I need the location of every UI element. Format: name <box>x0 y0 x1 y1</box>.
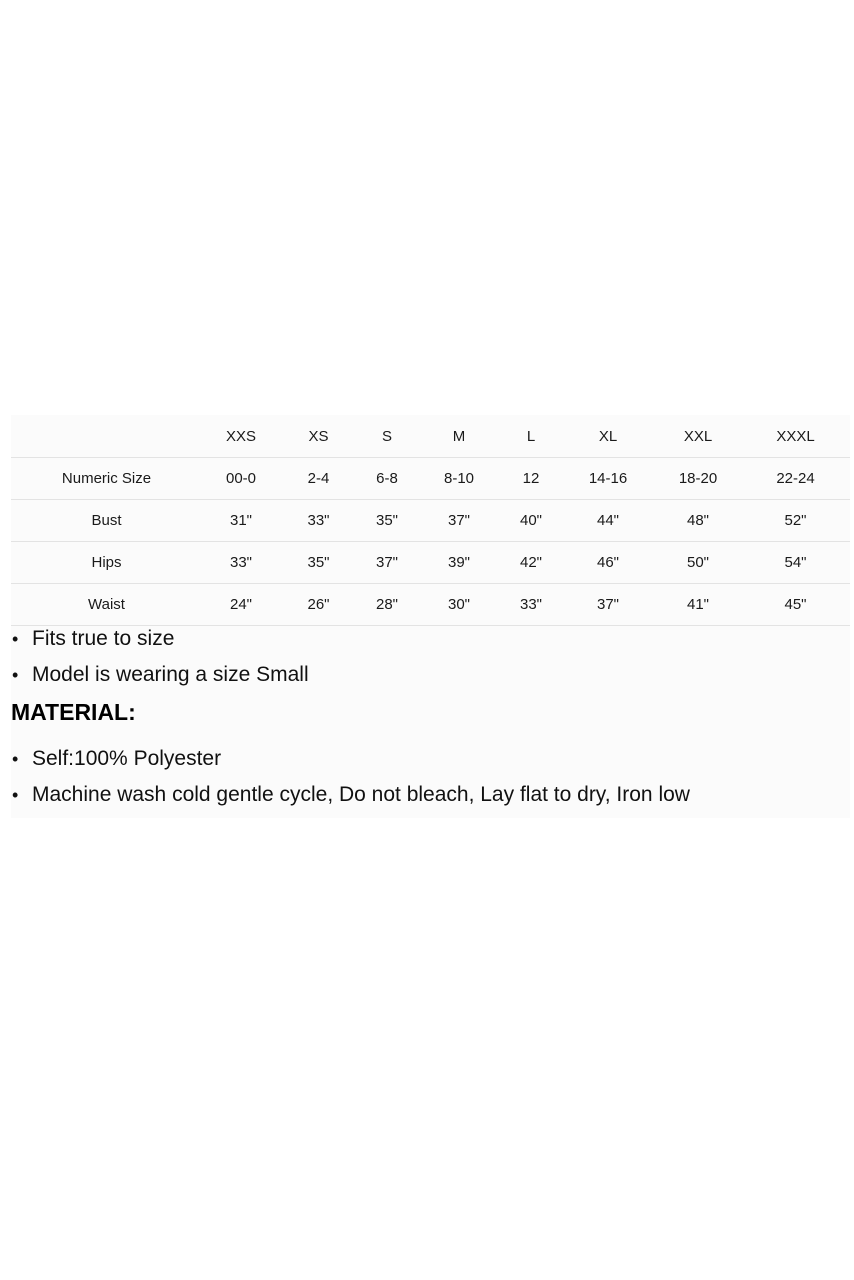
table-cell: 37" <box>561 584 655 626</box>
table-cell: 45" <box>741 584 850 626</box>
table-cell: 31" <box>202 500 280 542</box>
table-cell: 48" <box>655 500 741 542</box>
table-cell: 35" <box>280 542 357 584</box>
row-label: Waist <box>11 584 202 626</box>
table-cell: 22-24 <box>741 458 850 500</box>
table-cell: 8-10 <box>417 458 501 500</box>
bullet-icon: • <box>12 785 19 805</box>
table-cell: 52" <box>741 500 850 542</box>
size-header: XS <box>280 415 357 458</box>
table-cell: 14-16 <box>561 458 655 500</box>
table-cell: 30" <box>417 584 501 626</box>
size-header: M <box>417 415 501 458</box>
table-cell: 12 <box>501 458 561 500</box>
table-cell: 26" <box>280 584 357 626</box>
size-header: XXL <box>655 415 741 458</box>
bullet-icon: • <box>12 629 19 649</box>
table-row <box>11 542 850 584</box>
table-cell: 54" <box>741 542 850 584</box>
size-header: S <box>357 415 417 458</box>
table-cell: 2-4 <box>280 458 357 500</box>
row-label: Hips <box>11 542 202 584</box>
size-header-row <box>11 415 850 458</box>
row-label: Numeric Size <box>11 458 202 500</box>
table-cell: 28" <box>357 584 417 626</box>
table-cell: 39" <box>417 542 501 584</box>
table-cell: 00-0 <box>202 458 280 500</box>
table-row <box>11 458 850 500</box>
bullet-icon: • <box>12 749 19 769</box>
row-label-header <box>11 415 202 458</box>
size-header: L <box>501 415 561 458</box>
row-label: Bust <box>11 500 202 542</box>
table-cell: 33" <box>202 542 280 584</box>
list-item <box>11 782 850 818</box>
table-cell: 37" <box>417 500 501 542</box>
material-heading: MATERIAL: <box>11 699 136 725</box>
fit-notes-list <box>11 626 850 698</box>
table-row <box>11 584 850 626</box>
size-header: XXS <box>202 415 280 458</box>
fit-note-text: Fits true to size <box>32 627 175 650</box>
table-cell: 6-8 <box>357 458 417 500</box>
table-cell: 33" <box>501 584 561 626</box>
bullet-icon: • <box>12 665 19 685</box>
table-cell: 18-20 <box>655 458 741 500</box>
material-item-text: Self:100% Polyester <box>32 747 222 770</box>
material-list <box>11 746 850 818</box>
list-item <box>11 626 850 662</box>
size-chart-table <box>11 415 850 626</box>
table-cell: 42" <box>501 542 561 584</box>
table-cell: 46" <box>561 542 655 584</box>
fit-note-text: Model is wearing a size Small <box>32 663 309 686</box>
size-header: XXXL <box>741 415 850 458</box>
table-cell: 40" <box>501 500 561 542</box>
table-cell: 44" <box>561 500 655 542</box>
table-row <box>11 500 850 542</box>
list-item <box>11 746 850 782</box>
material-item-text: Machine wash cold gentle cycle, Do not bleach, Lay flat to dry, Iron low <box>32 783 690 806</box>
table-cell: 35" <box>357 500 417 542</box>
product-details <box>11 415 850 818</box>
table-cell: 37" <box>357 542 417 584</box>
table-cell: 41" <box>655 584 741 626</box>
table-cell: 33" <box>280 500 357 542</box>
size-header: XL <box>561 415 655 458</box>
table-cell: 24" <box>202 584 280 626</box>
table-cell: 50" <box>655 542 741 584</box>
list-item <box>11 662 850 698</box>
